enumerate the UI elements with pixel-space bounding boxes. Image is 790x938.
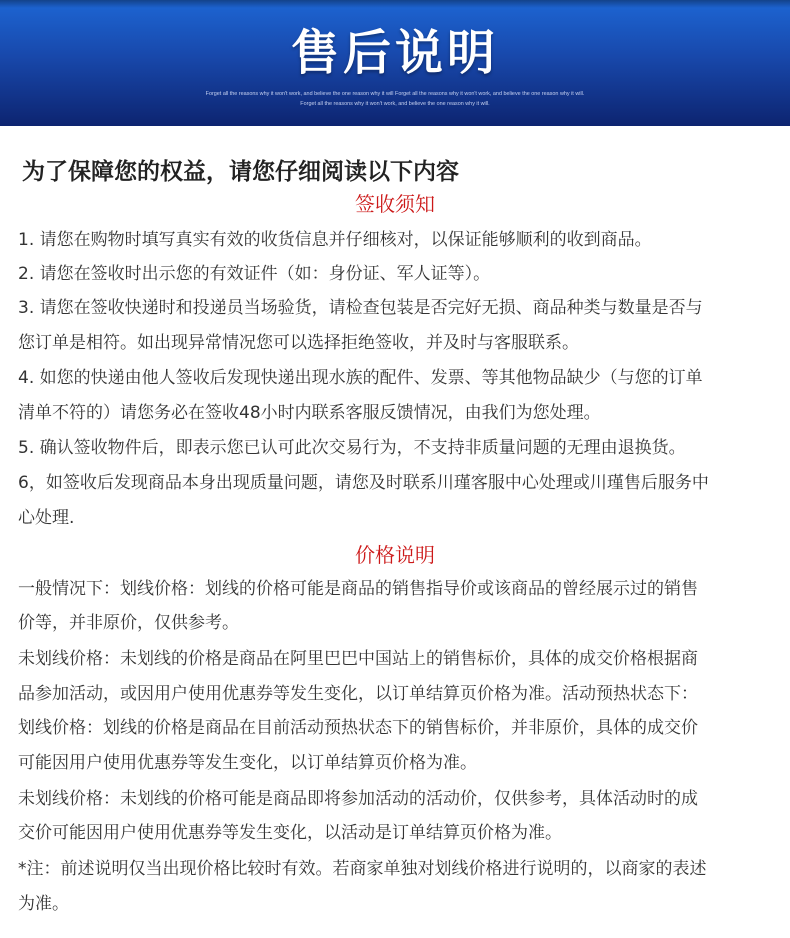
price-line: 一般情况下：划线价格：划线的价格可能是商品的销售指导价或该商品的曾经展示过的销售 [18, 579, 698, 599]
price-line: 未划线价格：未划线的价格是商品在阿里巴巴中国站上的销售标价，具体的成交价格根据商 [18, 649, 698, 669]
banner-subtitle-line-2: Forget all the reasons why it won't work, and believe the one reason why it will. [300, 101, 490, 107]
header-banner [0, 0, 790, 126]
receipt-line: 您订单是相符。如出现异常情况您可以选择拒绝签收，并及时与客服联系。 [18, 333, 579, 353]
price-line: 品参加活动，或因用户使用优惠券等发生变化，以订单结算页价格为准。活动预热状态下： [18, 684, 698, 704]
price-line: 为准。 [18, 894, 69, 914]
price-line: 价等，并非原价，仅供参考。 [18, 613, 239, 633]
price-line: 未划线价格：未划线的价格可能是商品即将参加活动的活动价，仅供参考，具体活动时的成 [18, 789, 698, 809]
receipt-line: 3. 请您在签收快递时和投递员当场验货，请检查包装是否完好无损、商品种类与数量是否与 [18, 298, 703, 318]
receipt-line: 心处理. [18, 508, 75, 528]
banner-subtitle-line-1: Forget all the reasons why it won't work, and believe the one reason why it will Forget all the reasons why it won't work, and believe the one reason why it will. [205, 91, 585, 97]
price-line: *注：前述说明仅当出现价格比较时有效。若商家单独对划线价格进行说明的，以商家的表述 [18, 859, 707, 879]
price-section-title: 价格说明 [355, 543, 435, 567]
receipt-line: 4. 如您的快递由他人签收后发现快递出现水族的配件、发票、等其他物品缺少（与您的订单 [18, 368, 703, 388]
receipt-line: 6，如签收后发现商品本身出现质量问题，请您及时联系川瑾客服中心处理或川瑾售后服务中 [18, 473, 709, 493]
price-line: 划线价格：划线的价格是商品在目前活动预热状态下的销售标价，并非原价，具体的成交价 [18, 718, 698, 738]
intro-heading: 为了保障您的权益，请您仔细阅读以下内容 [22, 159, 459, 185]
price-line: 交价可能因用户使用优惠券等发生变化，以活动是订单结算页价格为准。 [18, 823, 562, 843]
receipt-line: 5. 确认签收物件后，即表示您已认可此次交易行为，不支持非质量问题的无理由退换货。 [18, 438, 686, 458]
banner-title: 售后说明 [290, 25, 499, 81]
receipt-line: 2. 请您在签收时出示您的有效证件（如：身份证、军人证等）。 [18, 264, 491, 284]
receipt-line: 1. 请您在购物时填写真实有效的收货信息并仔细核对，以保证能够顺利的收到商品。 [18, 230, 652, 250]
price-line: 可能因用户使用优惠券等发生变化，以订单结算页价格为准。 [18, 753, 477, 773]
receipt-section-title: 签收须知 [355, 192, 435, 216]
receipt-line: 清单不符的）请您务必在签收48小时内联系客服反馈情况，由我们为您处理。 [18, 403, 601, 423]
